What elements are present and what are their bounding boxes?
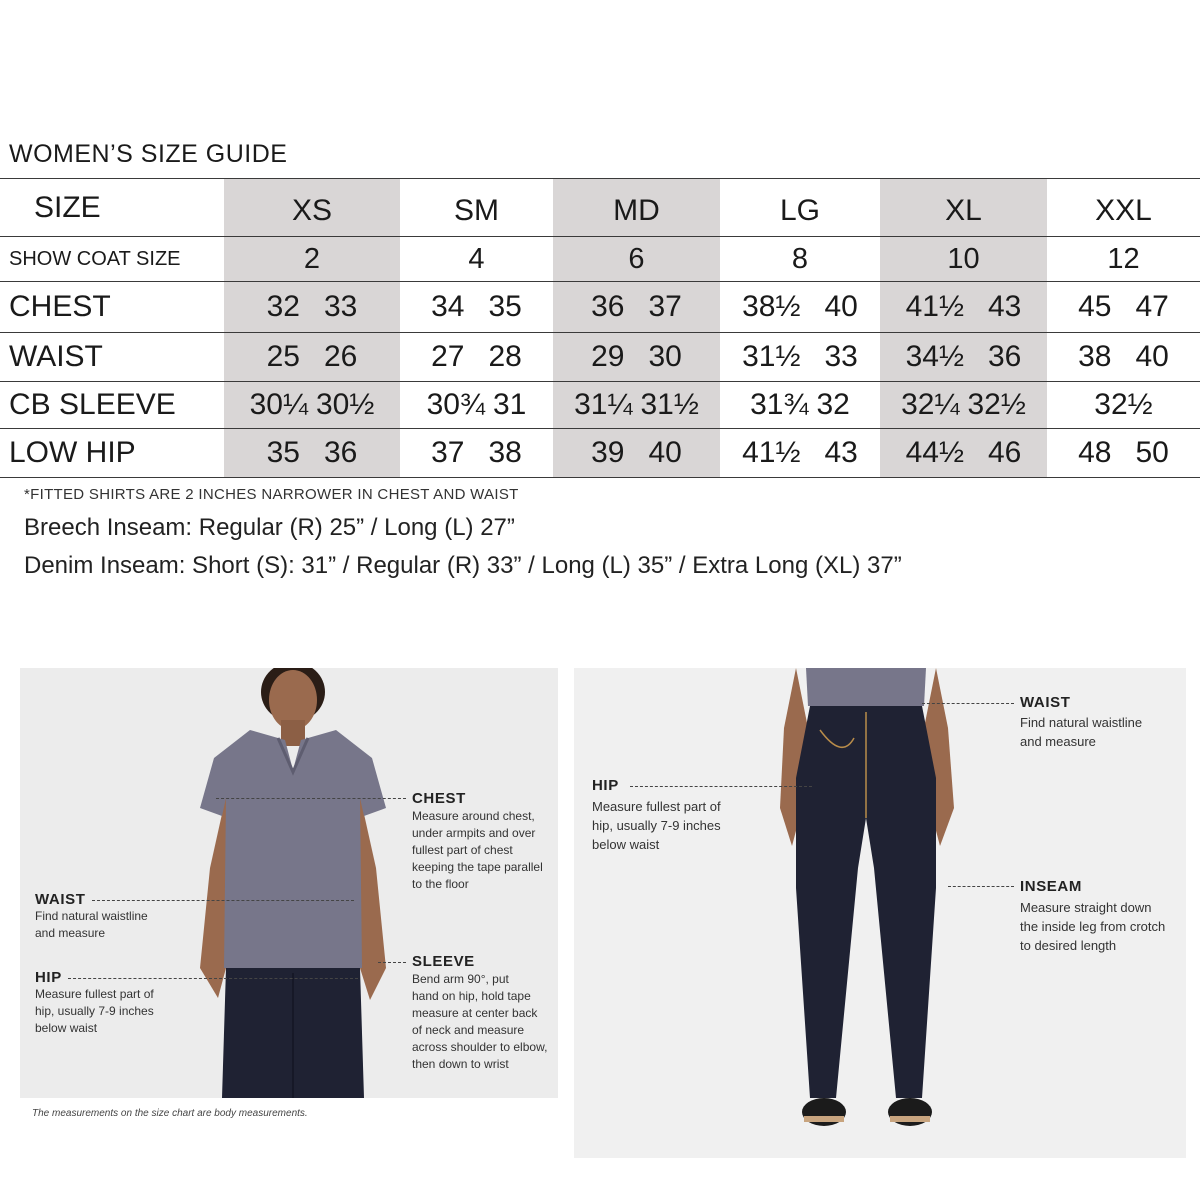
size-value: 32½	[967, 388, 1026, 421]
size-value: 30¼	[249, 388, 308, 421]
size-value-cell	[1047, 282, 1200, 332]
size-header-md: MD	[613, 193, 660, 227]
size-value-cell	[400, 333, 553, 381]
breech-inseam-note: Breech Inseam: Regular (R) 25” / Long (L) 27”	[24, 514, 515, 541]
size-table-row	[0, 382, 1200, 429]
size-value-cell	[400, 429, 553, 477]
size-value-cell	[224, 333, 400, 381]
row-label: WAIST	[9, 340, 103, 373]
denim-inseam-note: Denim Inseam: Short (S): 31” / Regular (R) 33” / Long (L) 35” / Extra Long (XL) 37”	[24, 552, 902, 579]
shirt-measurement-panel	[20, 668, 558, 1098]
size-value-cell	[553, 429, 720, 477]
size-value-cell	[1047, 333, 1200, 381]
jeans-waist-text: Find natural waistline and measure	[1020, 715, 1143, 749]
size-value-cell	[720, 333, 880, 381]
size-value-cell	[553, 333, 720, 381]
size-value: 33	[824, 340, 858, 373]
size-value: 29	[591, 340, 625, 373]
size-value: 38½	[742, 290, 801, 323]
size-value: 28	[488, 340, 522, 373]
size-value-cell	[224, 237, 400, 281]
size-value: 4	[468, 242, 485, 275]
fitted-shirt-note: *FITTED SHIRTS ARE 2 INCHES NARROWER IN CHEST AND WAIST	[24, 486, 519, 503]
size-value-cell	[880, 237, 1047, 281]
size-table-row	[0, 429, 1200, 478]
size-header-lg: LG	[779, 193, 821, 227]
size-header-xs: XS	[291, 193, 333, 227]
size-value-cell	[720, 237, 880, 281]
size-value-cell	[553, 382, 720, 428]
row-label: CHEST	[9, 290, 111, 323]
size-value: 31¾	[750, 388, 809, 421]
size-table	[0, 178, 1200, 478]
size-value: 36	[324, 436, 358, 469]
jeans-inseam-dash	[948, 886, 1014, 887]
size-value-cell	[720, 429, 880, 477]
size-value: 31½	[742, 340, 801, 373]
size-value: 47	[1135, 290, 1169, 323]
size-value: 38	[1078, 340, 1112, 373]
shirt-hip-text: Measure fullest part of hip, usually 7-9 inches below waist	[35, 987, 154, 1035]
size-value: 32½	[1094, 388, 1153, 421]
size-value: 43	[988, 290, 1022, 323]
size-value: 46	[988, 436, 1022, 469]
size-value: 43	[824, 436, 858, 469]
size-value: 10	[947, 242, 980, 275]
jeans-inseam-title: INSEAM	[1020, 878, 1082, 895]
size-value: 41½	[905, 290, 964, 323]
size-value: 25	[266, 340, 300, 373]
size-value: 35	[488, 290, 522, 323]
size-value: 27	[431, 340, 465, 373]
size-value: 40	[648, 436, 682, 469]
size-value-cell	[1047, 237, 1200, 281]
size-value: 36	[591, 290, 625, 323]
size-value: 8	[791, 242, 809, 275]
size-value: 34½	[905, 340, 964, 373]
size-value-cell	[720, 382, 880, 428]
size-value-cell	[880, 382, 1047, 428]
size-value: 36	[988, 340, 1022, 373]
size-value-cell	[880, 282, 1047, 332]
shirt-chest-title: CHEST	[412, 790, 466, 807]
jeans-hip-text: Measure fullest part of hip, usually 7-9 inches below waist	[592, 799, 721, 852]
size-value: 31¼	[574, 388, 633, 421]
size-value: 30½	[316, 388, 375, 421]
size-value-cell	[1047, 382, 1200, 428]
shirt-hip-dash	[68, 978, 358, 979]
size-value-cell	[224, 382, 400, 428]
size-value: 30	[648, 340, 682, 373]
size-value: 12	[1107, 242, 1140, 275]
size-value: 2	[303, 242, 321, 275]
size-value-cell	[553, 282, 720, 332]
size-header-xl: XL	[945, 193, 982, 227]
size-value: 35	[266, 436, 300, 469]
jeans-waist-dash	[922, 703, 1014, 704]
size-value-cell	[553, 237, 720, 281]
shirt-waist-dash	[92, 900, 354, 901]
shirt-waist-text: Find natural waistline and measure	[35, 909, 148, 940]
size-header-row	[0, 178, 1200, 237]
size-value: 48	[1078, 436, 1112, 469]
size-value: 26	[324, 340, 358, 373]
shirt-hip-title: HIP	[35, 969, 62, 986]
shirt-chest-dash	[216, 798, 406, 799]
size-value: 37	[648, 290, 682, 323]
size-table-row	[0, 282, 1200, 333]
size-value: 37	[431, 436, 465, 469]
jeans-measurement-panel	[574, 668, 1186, 1158]
size-guide-title: WOMEN’S SIZE GUIDE	[9, 140, 288, 168]
row-label: CB SLEEVE	[9, 388, 176, 421]
body-measurement-footnote: The measurements on the size chart are body measurements.	[32, 1108, 308, 1119]
row-label: SHOW COAT SIZE	[9, 247, 181, 270]
size-value: 45	[1078, 290, 1112, 323]
size-value: 44½	[905, 436, 964, 469]
jeans-hip-dash	[630, 786, 812, 787]
jeans-hip-title: HIP	[592, 777, 619, 794]
size-value: 50	[1135, 436, 1169, 469]
size-value-cell	[1047, 429, 1200, 477]
size-value-cell	[400, 237, 553, 281]
size-value-cell	[400, 382, 553, 428]
size-value: 34	[431, 290, 465, 323]
size-value: 40	[824, 290, 858, 323]
size-table-row	[0, 237, 1200, 282]
size-header-xxl: XXL	[1095, 193, 1152, 227]
size-value: 30¾	[426, 388, 485, 421]
size-value: 41½	[742, 436, 801, 469]
size-value-cell	[880, 333, 1047, 381]
size-value: 31½	[640, 388, 699, 421]
size-value: 32	[816, 388, 850, 421]
size-value-cell	[720, 282, 880, 332]
shirt-sleeve-title: SLEEVE	[412, 953, 475, 970]
shirt-waist-title: WAIST	[35, 891, 86, 908]
size-value: 32¼	[901, 388, 960, 421]
row-label: LOW HIP	[9, 436, 136, 469]
shirt-chest-text: Measure around chest, under armpits and over fullest part of chest keeping the tape parallel to the floor	[412, 809, 543, 891]
shirt-sleeve-dash	[378, 962, 406, 963]
size-value: 31	[493, 388, 527, 421]
size-value-cell	[400, 282, 553, 332]
size-value-cell	[224, 429, 400, 477]
size-header-sm: SM	[454, 193, 499, 227]
size-value: 6	[628, 242, 645, 275]
size-value-cell	[880, 429, 1047, 477]
jeans-inseam-text: Measure straight down the inside leg from crotch to desired length	[1020, 900, 1166, 953]
size-value-cell	[224, 282, 400, 332]
jeans-waist-title: WAIST	[1020, 694, 1071, 711]
size-value: 38	[488, 436, 522, 469]
size-value: 33	[324, 290, 358, 323]
size-value: 40	[1135, 340, 1169, 373]
size-header-label: SIZE	[34, 190, 101, 224]
size-value: 32	[266, 290, 300, 323]
size-table-row	[0, 333, 1200, 382]
size-value: 39	[591, 436, 625, 469]
shirt-sleeve-text: Bend arm 90°, put hand on hip, hold tape measure at center back of neck and measure across shoulder to elbow, then down to wrist	[412, 972, 548, 1071]
